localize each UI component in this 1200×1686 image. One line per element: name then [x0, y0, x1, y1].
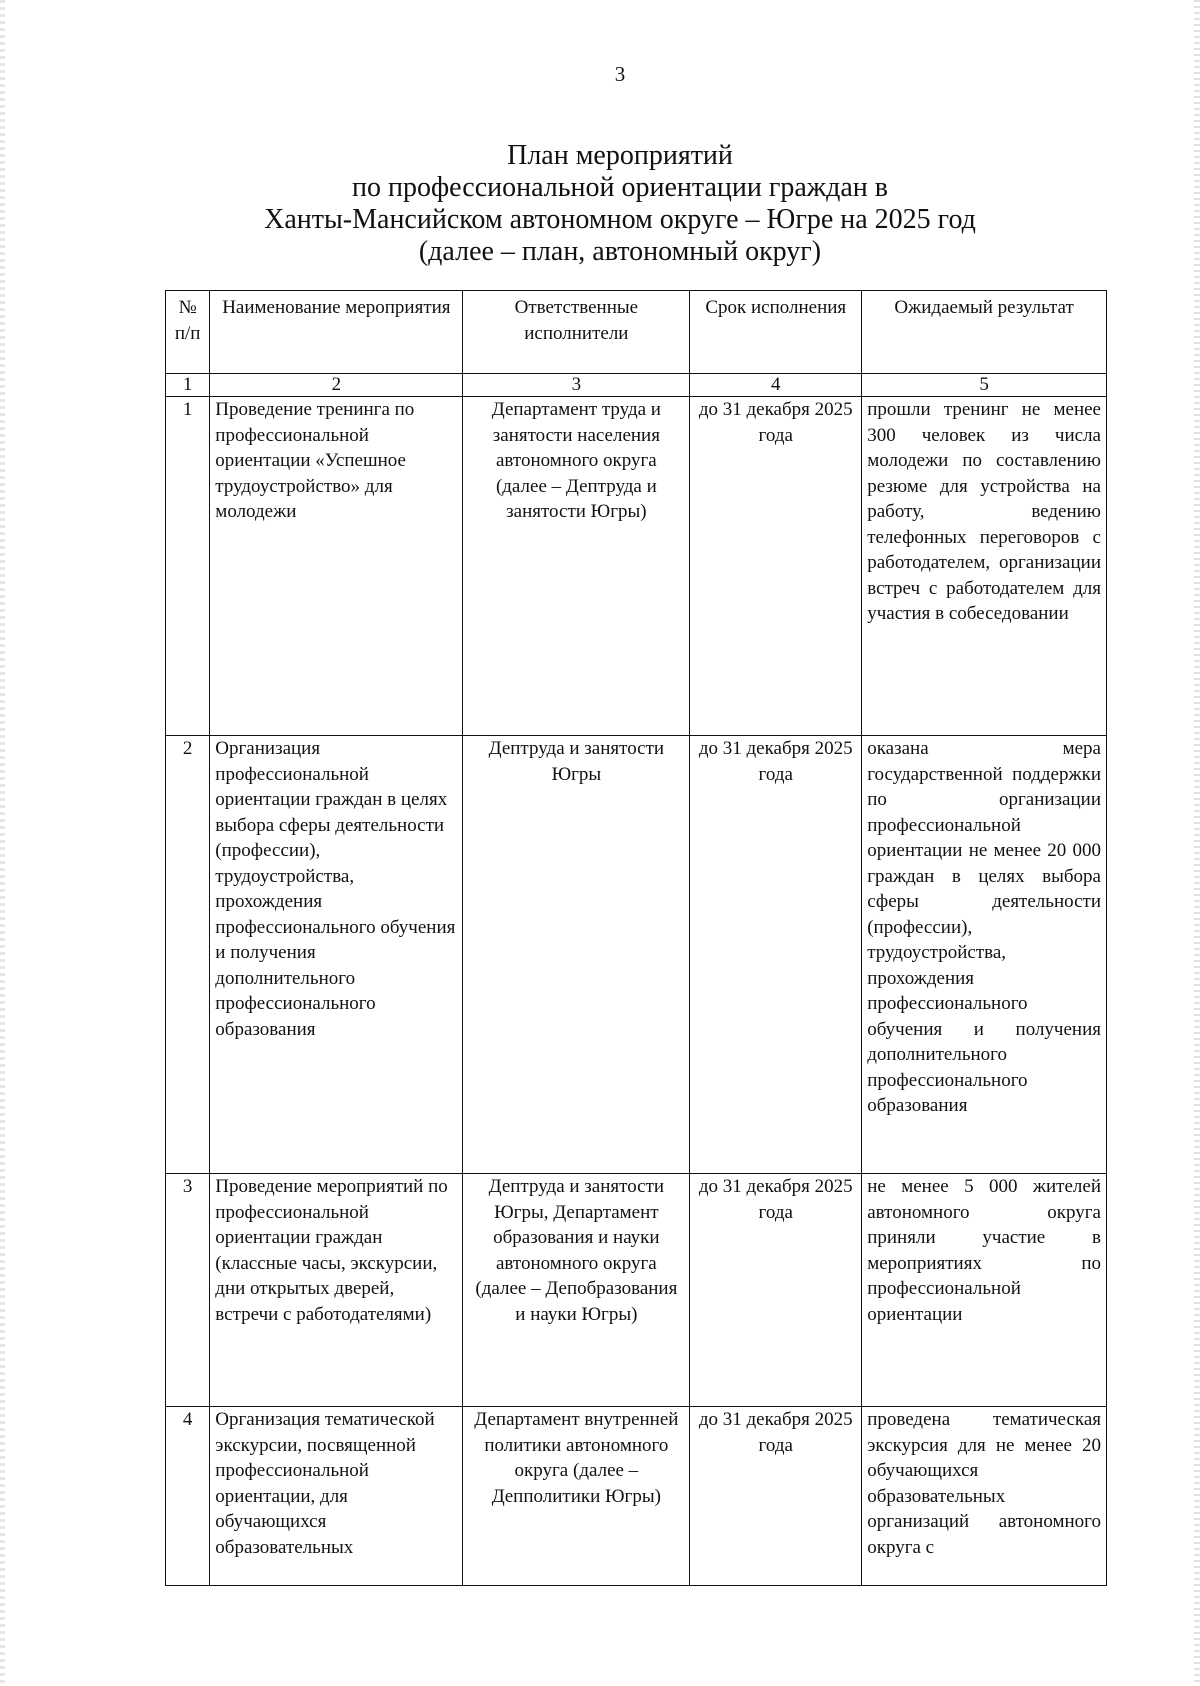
row-name: Организация тематической экскурсии, посвященной профессиональной ориентации, для обучающихся образовательных — [210, 1407, 463, 1586]
row-num: 4 — [166, 1407, 210, 1586]
row-term: до 31 декабря 2025 года — [690, 397, 862, 736]
table-row — [166, 1174, 1107, 1407]
row-responsible: Департамент труда и занятости населения автономного округа (далее – Дептруда и занятости Югры) — [463, 397, 690, 736]
table-row — [166, 397, 1107, 736]
header-result: Ожидаемый результат — [862, 291, 1107, 374]
row-result: проведена тематическая экскурсия для не менее 20 обучающихся образовательных организаций автономного округа с — [862, 1407, 1107, 1586]
header-name: Наименование мероприятия — [210, 291, 463, 374]
row-responsible: Дептруда и занятости Югры, Департамент образования и науки автономного округа (далее – Депобразования и науки Югры) — [463, 1174, 690, 1407]
table-row — [166, 736, 1107, 1174]
row-responsible: Департамент внутренней политики автономного округа (далее – Дeпполитики Югры) — [463, 1407, 690, 1586]
column-number: 2 — [210, 374, 463, 397]
title-line-4: (далее – план, автономный округ) — [418, 236, 822, 267]
row-num: 1 — [166, 397, 210, 736]
row-term: до 31 декабря 2025 года — [690, 1407, 862, 1586]
row-name: Организация профессиональной ориентации граждан в целях выбора сферы деятельности (профессии), трудоустройства, прохождения профессионального обучения и получения дополнительного профессионального образования — [210, 736, 463, 1174]
column-number: 3 — [463, 374, 690, 397]
column-numbers-row — [166, 374, 1107, 397]
column-number: 5 — [862, 374, 1107, 397]
column-number: 1 — [166, 374, 210, 397]
row-responsible: Дептруда и занятости Югры — [463, 736, 690, 1174]
row-result: прошли тренинг не менее 300 человек из числа молодежи по составлению резюме для устройства на работу, ведению телефонных переговоров с работодателем, организации встреч с работодателем для участия в собеседовании — [862, 397, 1107, 736]
row-name: Проведение тренинга по профессиональной ориентации «Успешное трудоустройство» для молодежи — [210, 397, 463, 736]
plan-table — [165, 290, 1107, 1586]
column-number: 4 — [690, 374, 862, 397]
row-result: оказана мера государственной поддержки по организации профессиональной ориентации не менее 20 000 граждан в целях выбора сферы деятельности (профессии), трудоустройства, прохождения профессионального обучения и получения дополнительного профессионального образования — [862, 736, 1107, 1174]
title-line-3: Ханты-Мансийском автономном округе – Югре на 2025 год — [264, 204, 976, 235]
document-title — [0, 140, 1200, 268]
title-line-2: по профессиональной ориентации граждан в — [352, 172, 888, 203]
page-number: 3 — [614, 62, 626, 86]
header-num: № п/п — [166, 291, 210, 374]
row-term: до 31 декабря 2025 года — [690, 736, 862, 1174]
table-header-row — [166, 291, 1107, 374]
row-result: не менее 5 000 жителей автономного округа приняли участие в мероприятиях по профессиональной ориентации — [862, 1174, 1107, 1407]
row-num: 3 — [166, 1174, 210, 1407]
header-term: Срок исполнения — [690, 291, 862, 374]
table-row — [166, 1407, 1107, 1586]
row-name: Проведение мероприятий по профессиональной ориентации граждан (классные часы, экскурсии, дни открытых дверей, встречи с работодателями) — [210, 1174, 463, 1407]
title-line-1: План мероприятий — [507, 140, 733, 171]
header-resp: Ответственные исполнители — [463, 291, 690, 374]
row-term: до 31 декабря 2025 года — [690, 1174, 862, 1407]
row-num: 2 — [166, 736, 210, 1174]
